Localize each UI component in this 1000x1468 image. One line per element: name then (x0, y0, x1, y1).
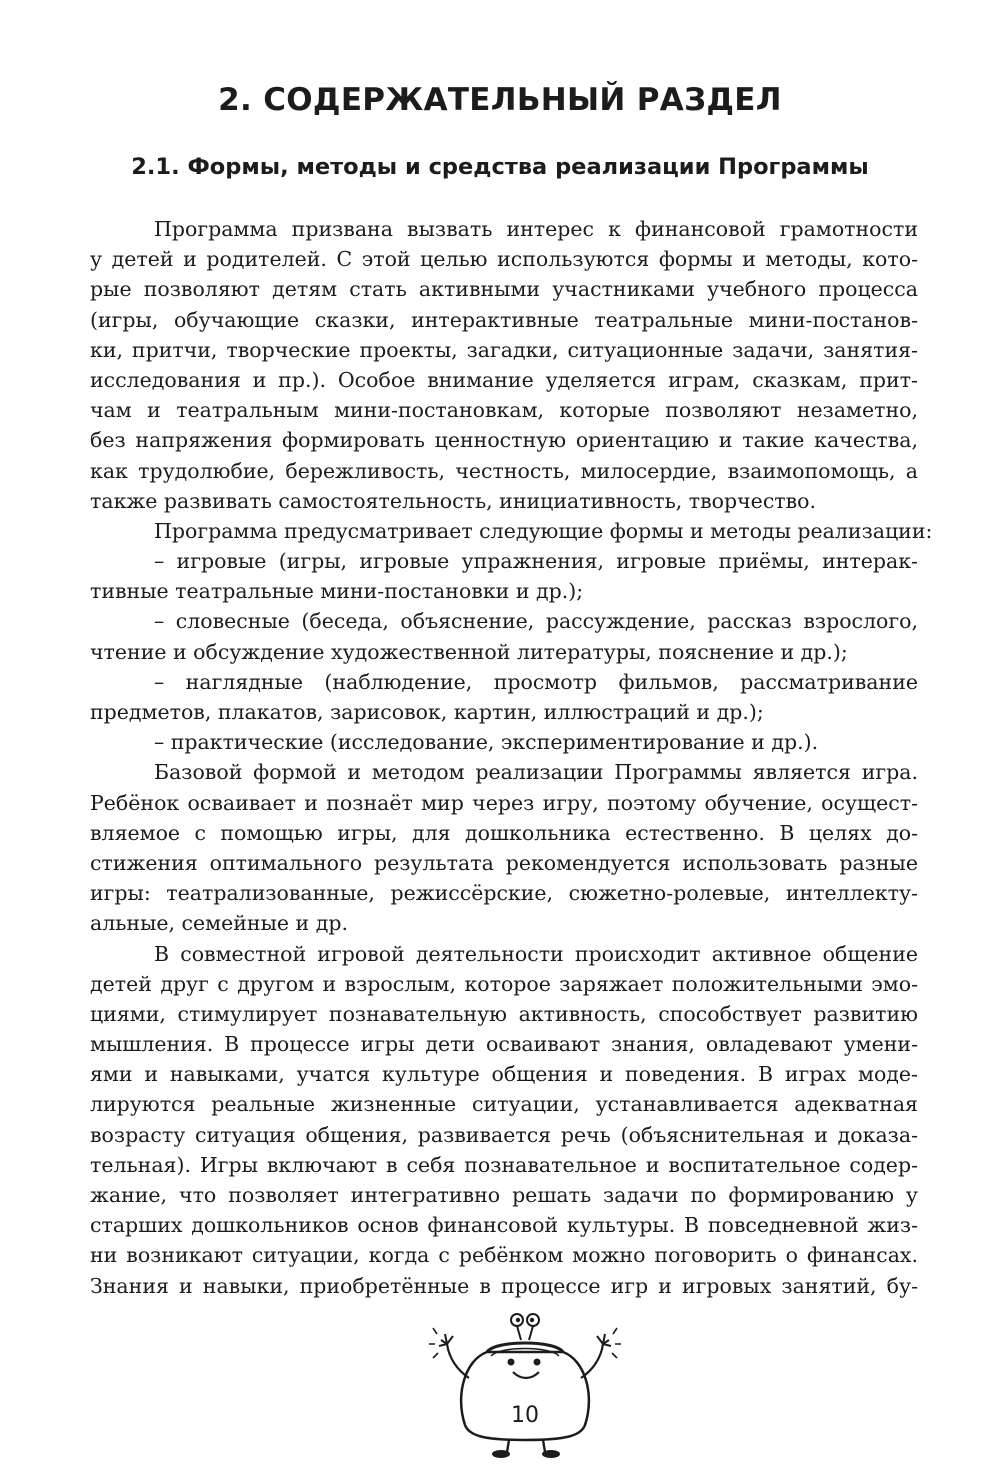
text-line: Ребёнок осваивает и познаёт мир через игру, поэтому обучение, осущест- (90, 790, 918, 815)
text-line: – практические (исследование, экспериментирование и др.). (154, 730, 819, 755)
text-line: тельная). Игры включают в себя познавательное и воспитательное содер- (90, 1152, 918, 1177)
text-line: предметов, плакатов, зарисовок, картин, иллюстраций и др.); (90, 700, 764, 724)
text-line: (игры, обучающие сказки, интерактивные театральные мини-постанов- (90, 307, 918, 332)
text-line: игры: театрализованные, режиссёрские, сюжетно-ролевые, интеллекту- (90, 881, 918, 906)
text-line: тивные театральные мини-постановки и др.); (90, 579, 584, 604)
text-line: Базовой формой и методом реализации Программы является игра. (154, 760, 918, 785)
text-line: Программа призвана вызвать интерес к финансовой грамотности (154, 217, 918, 241)
text-line: без напряжения формировать ценностную ориентацию и такие качества, (90, 428, 918, 453)
text-line: Программа предусматривает следующие формы и методы реализации: (154, 518, 933, 543)
text-line: стижения оптимального результата рекомендуется использовать разные (90, 850, 918, 875)
text-line: – игровые (игры, игровые упражнения, игровые приёмы, интерак- (154, 549, 918, 574)
text-line: как трудолюбие, бережливость, честность, милосердие, взаимопомощь, а (90, 458, 918, 483)
text-line: Знания и навыки, приобретённые в процессе игр и игровых занятий, бу- (90, 1273, 918, 1298)
text-line: ни возникают ситуации, когда с ребёнком можно поговорить о финансах. (90, 1243, 918, 1268)
body-text (90, 214, 933, 1301)
text-line: лируются реальные жизненные ситуации, устанавливается адекватная (90, 1092, 918, 1117)
text-line: чтение и обсуждение художественной литературы, пояснение и др.); (90, 639, 848, 664)
text-line: ями и навыками, учатся культуре общения и поведения. В играх моде- (90, 1062, 918, 1087)
text-line: В совместной игровой деятельности происходит активное общение (154, 941, 918, 966)
text-line: рые позволяют детям стать активными участниками учебного процесса (90, 277, 918, 302)
text-line: ки, притчи, творческие проекты, загадки, ситуационные задачи, занятия- (90, 337, 918, 362)
text-line: старших дошкольников основ финансовой культуры. В повседневной жиз- (90, 1213, 918, 1238)
text-line: детей друг с другом и взрослым, которое заряжает положительными эмо- (90, 971, 918, 996)
subsection-heading: 2.1. Формы, методы и средства реализации Программы (131, 154, 869, 180)
purse-mascot-illustration (425, 1300, 625, 1460)
text-line: мышления. В процессе игры дети осваивают знания, овладевают умени- (90, 1032, 918, 1057)
text-line: жание, что позволяет интегративно решать задачи по формированию у (90, 1183, 918, 1207)
text-line: циями, стимулирует познавательную активность, способствует развитию (90, 1001, 918, 1026)
text-line: у детей и родителей. С этой целью используются формы и методы, кото- (90, 247, 918, 272)
text-line: – наглядные (наблюдение, просмотр фильмов, рассматривание (154, 669, 918, 694)
text-line: также развивать самостоятельность, инициативность, творчество. (90, 488, 817, 513)
text-line: исследования и пр.). Особое внимание уделяется играм, сказкам, прит- (90, 367, 918, 392)
page-number: 10 (511, 1403, 539, 1428)
text-line: – словесные (беседа, объяснение, рассуждение, рассказ взрослого, (154, 609, 918, 634)
text-line: чам и театральным мини-постановкам, которые позволяют незаметно, (90, 398, 918, 423)
section-heading: 2. СОДЕРЖАТЕЛЬНЫЙ РАЗДЕЛ (218, 82, 782, 118)
text-line: альные, семейные и др. (90, 911, 348, 936)
text-line: возрасту ситуация общения, развивается речь (объяснительная и доказа- (90, 1122, 918, 1147)
text-line: вляемое с помощью игры, для дошкольника естественно. В целях до- (90, 820, 918, 845)
